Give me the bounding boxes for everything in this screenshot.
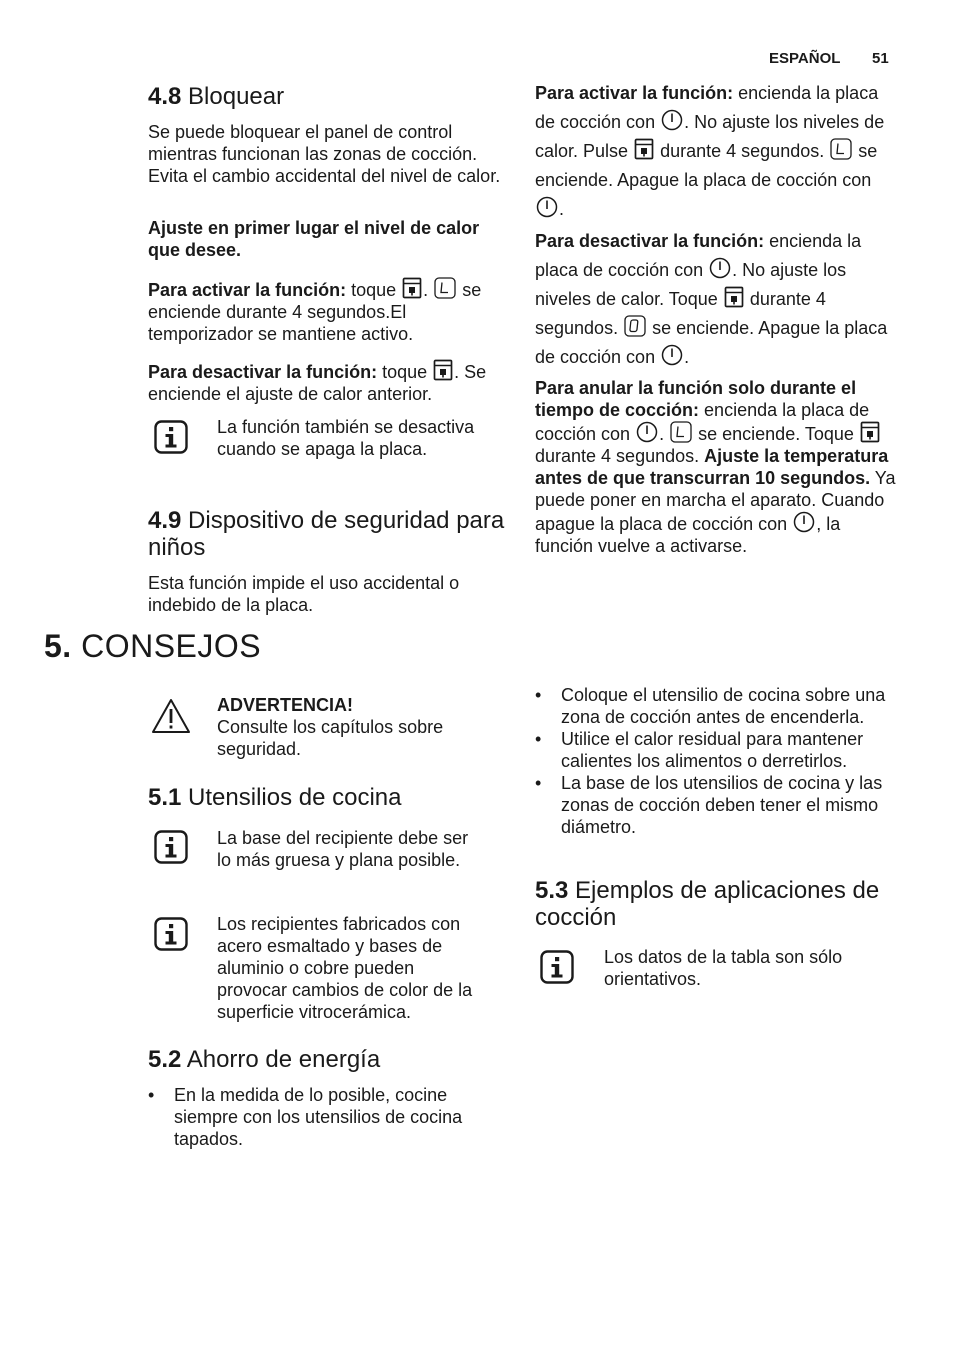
info-icon [154,420,188,454]
header-page-number: 51 [872,50,889,67]
header-language: ESPAÑOL [769,50,841,67]
section-5-2-heading: 5.2 Ahorro de energía [148,1046,381,1073]
info-icon [154,917,188,951]
list-item: • Coloque el utensilio de cocina sobre una zona de cocción antes de encenderla. [535,684,890,728]
power-icon [709,257,731,279]
power-icon [661,344,683,366]
child-lock-activate: Para activar la función: encienda la placa de cocción con . No ajuste los niveles de calor. Pulse durante 4 segundos. se enciende. Apague la placa de cocción con . [535,83,885,219]
warning-text: Consulte los capítulos sobre seguridad. [217,717,444,759]
section-4-9-heading: 4.9 Dispositivo de seguridad para niños [148,507,505,561]
section-4-9-intro: Esta función impide el uso accidental o indebido de la placa. [148,573,460,615]
section-4-8-heading: 4.8 Bloquear [148,83,285,110]
section-4-8-bold-note: Ajuste en primer lugar el nivel de calor que desee. [148,218,480,260]
lock-key-icon [860,421,880,443]
info-icon [154,830,188,864]
power-icon [636,421,658,443]
zero-display-icon [624,315,646,337]
child-lock-L-display-icon [830,138,852,160]
section-4-8-activate: Para activar la función: toque . se enciende durante 4 segundos.El temporizador se mantiene activo. [148,277,508,345]
power-icon [536,196,558,218]
child-lock-L-display-icon [670,421,692,443]
chapter-5-title: 5. CONSEJOS [44,628,262,664]
section-5-2-bullets [148,1084,503,1150]
list-item: • Utilice el calor residual para mantener calientes los alimentos o derretirlos. [535,728,890,772]
power-icon [793,511,815,533]
child-lock-L-display-icon [434,277,456,299]
child-lock-override: Para anular la función solo durante el tiempo de cocción: encienda la placa de cocción con . se enciende. Toque durante 4 segundos. Ajuste la temperatura antes de que transcurran 10 segundos. Ya puede poner en marcha el aparato. Cuando apague la placa de cocción con , la función vuelve a activarse. [535,378,896,556]
section-4-8-deactivate: Para desactivar la función: toque . Se enciende el ajuste de calor anterior. [148,359,508,405]
child-lock-deactivate: Para desactivar la función: encienda la placa de cocción con . No ajuste los niveles de calor. Toque durante 4 segundos. se enciende. Apague la placa de cocción con . [535,231,888,367]
section-4-8-info-note: La función también se desactiva cuando se apaga la placa. [217,417,475,459]
section-5-3-heading: 5.3 Ejemplos de aplicaciones de cocción [535,877,880,931]
list-item: • La base de los utensilios de cocina y las zonas de cocción deben tener el mismo diámetro. [535,772,890,838]
section-5-1-info-2: Los recipientes fabricados con acero esmaltado y bases de aluminio o cobre pueden provocar cambios de color de la superficie vitrocerámica. [217,914,473,1022]
section-4-8-intro: Se puede bloquear el panel de control mientras funcionan las zonas de cocción. Evita el cambio accidental del nivel de calor. [148,122,501,186]
lock-key-icon [402,277,422,299]
section-5-3-info: Los datos de la tabla son sólo orientativos. [604,947,843,989]
energy-tips-bullets [535,684,890,838]
info-icon [540,950,574,984]
lock-key-icon [724,286,744,308]
lock-key-icon [433,359,453,381]
warning-title: ADVERTENCIA! [217,695,354,715]
warning-note [217,694,487,760]
section-5-1-heading: 5.1 Utensilios de cocina [148,784,402,811]
warning-triangle-icon [151,698,191,734]
list-item: • En la medida de lo posible, cocine siempre con los utensilios de cocina tapados. [148,1084,503,1150]
power-icon [661,109,683,131]
section-5-1-info-1: La base del recipiente debe ser lo más gruesa y plana posible. [217,828,469,870]
lock-key-icon [634,138,654,160]
